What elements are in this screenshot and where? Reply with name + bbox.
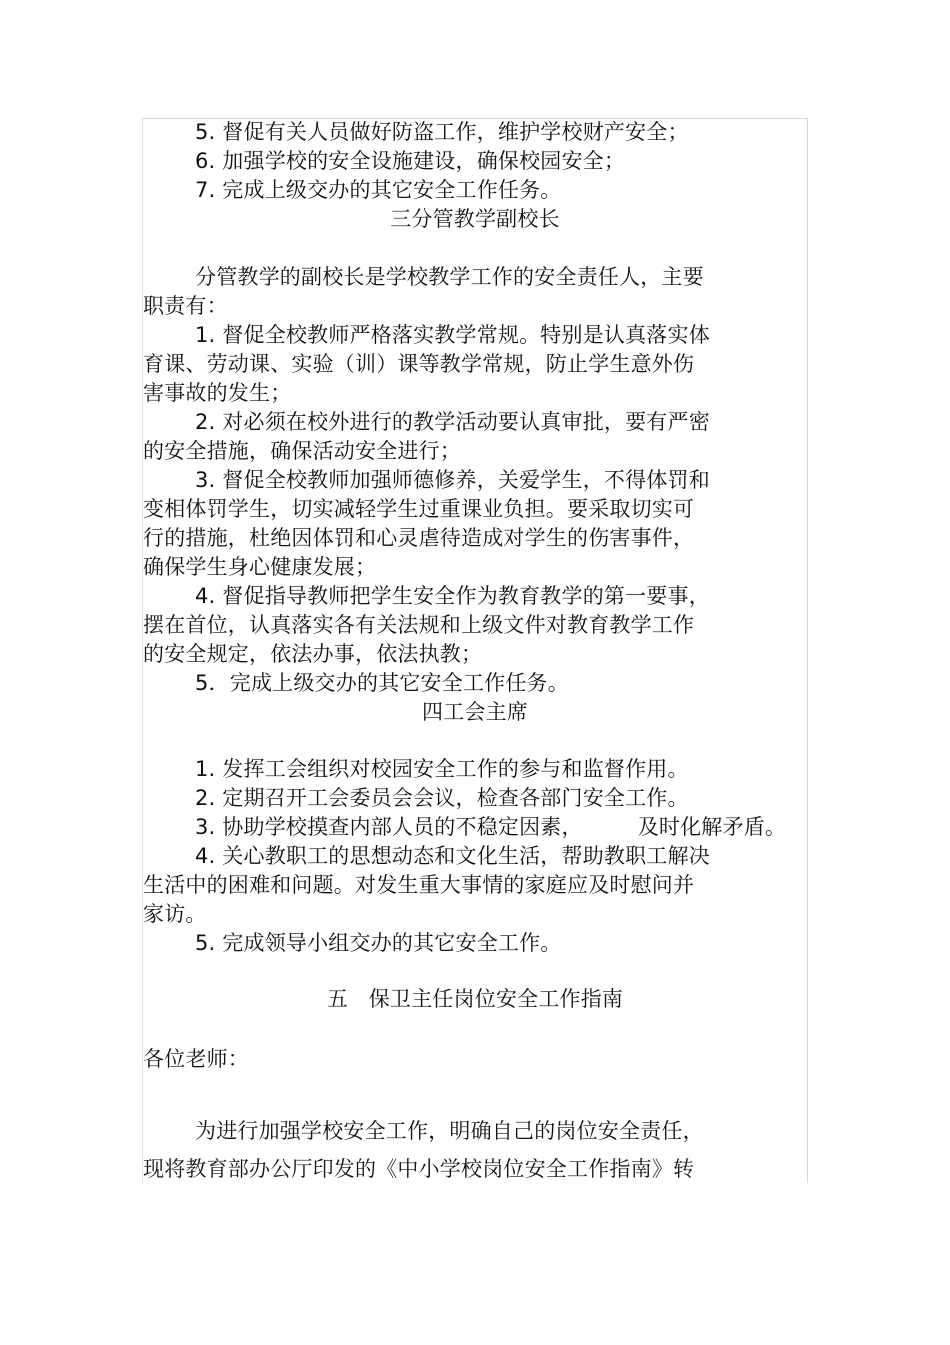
- list-item-line: 5．完成上级交办的其它安全工作任务。: [195, 671, 569, 695]
- item-7-other-tasks: 7. 完成上级交办的其它安全工作任务。: [195, 178, 562, 202]
- list-item-line: 3. 督促全校教师加强师德修养，关爱学生，不得体罚和: [195, 468, 710, 492]
- paragraph-line: 为进行加强学校安全工作，明确自己的岗位安全责任，: [195, 1119, 704, 1143]
- list-item-line: 4. 关心教职工的思想动态和文化生活，帮助教职工解决: [195, 844, 710, 868]
- paragraph-line: 现将教育部办公厅印发的《中小学校岗位安全工作指南》转: [143, 1157, 695, 1181]
- list-item-line: 行的措施，杜绝因体罚和心灵虐待造成对学生的伤害事件，: [143, 526, 695, 550]
- section-heading-4: 四工会主席: [422, 700, 528, 724]
- paragraph-intro-line: 分管教学的副校长是学校教学工作的安全责任人，主要: [195, 265, 704, 289]
- list-item-line: 1. 发挥工会组织对校园安全工作的参与和监督作用。: [195, 757, 689, 781]
- salutation: 各位老师：: [143, 1047, 249, 1071]
- list-item-line: 家访。: [143, 902, 207, 926]
- list-item-line: 4. 督促指导教师把学生安全作为教育教学的第一要事，: [195, 584, 710, 608]
- list-item-line: 1. 督促全校教师严格落实教学常规。特别是认真落实体: [195, 323, 710, 347]
- section-heading-3: 三分管教学副校长: [390, 207, 560, 231]
- paragraph-intro-line: 职责有：: [143, 294, 228, 318]
- item-6-safety-facilities: 6. 加强学校的安全设施建设，确保校园安全；: [195, 149, 626, 173]
- list-item-line: 2. 定期召开工会委员会会议，检查各部门安全工作。: [195, 786, 689, 810]
- list-item-line: 5. 完成领导小组交办的其它安全工作。: [195, 931, 562, 955]
- list-item-line: 的安全规定，依法办事，依法执教；: [143, 642, 483, 666]
- list-item-line: 生活中的困难和问题。对发生重大事情的家庭应及时慰问并: [143, 873, 695, 897]
- list-item-line: 2. 对必须在校外进行的教学活动要认真审批，要有严密: [195, 410, 710, 434]
- section-heading-5: 五 保卫主任岗位安全工作指南: [326, 987, 624, 1011]
- list-item-line: 育课、劳动课、实验（训）课等教学常规，防止学生意外伤: [143, 352, 695, 376]
- list-item-line: 害事故的发生；: [143, 381, 292, 405]
- item-5-theft-prevention: 5. 督促有关人员做好防盗工作，维护学校财产安全；: [195, 120, 689, 144]
- list-item-line: 的安全措施，确保活动安全进行；: [143, 439, 461, 463]
- list-item-line: 变相体罚学生，切实减轻学生过重课业负担。要采取切实可: [143, 497, 695, 521]
- list-item-line: 3. 协助学校摸查内部人员的不稳定因素， 及时化解矛盾。: [195, 815, 787, 839]
- list-item-line: 确保学生身心健康发展；: [143, 555, 377, 579]
- list-item-line: 摆在首位，认真落实各有关法规和上级文件对教育教学工作: [143, 613, 695, 637]
